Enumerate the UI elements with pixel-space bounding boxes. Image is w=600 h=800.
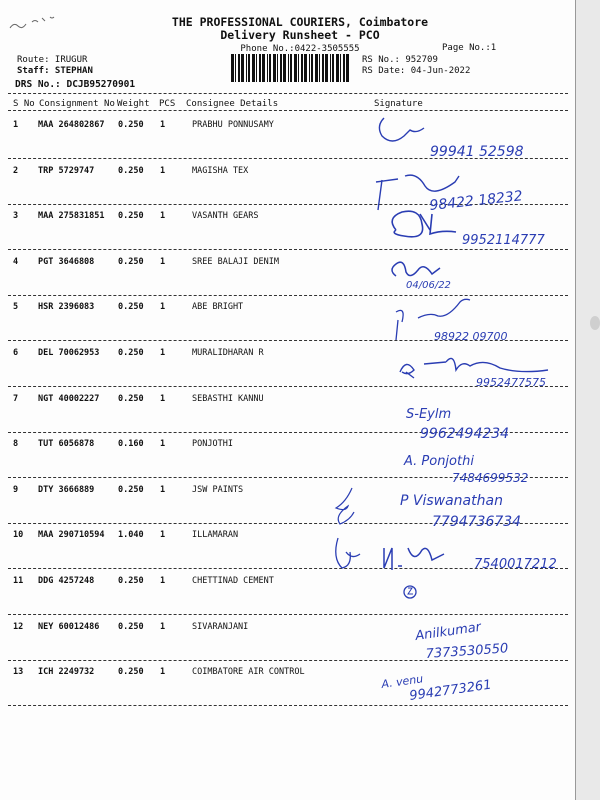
signature-row-8 — [403, 454, 528, 485]
row-weight: 0.160 — [118, 439, 144, 449]
col-pcs: PCS — [159, 99, 176, 109]
row-sno: 1 — [13, 120, 19, 130]
drs-number: DRS No.: DCJB95270901 — [15, 79, 136, 90]
row-consignment: PGT 3646808 — [38, 257, 95, 267]
row-weight: 0.250 — [118, 257, 144, 267]
row-consignee: JSW PAINTS — [192, 485, 244, 495]
row-weight: 0.250 — [118, 120, 144, 130]
row-weight: 0.250 — [118, 166, 144, 176]
row-sno: 5 — [13, 302, 19, 312]
rs-date: RS Date: 04-Jun-2022 — [362, 66, 471, 76]
row-pcs: 1 — [160, 302, 166, 312]
row-consignment: MAA 290710594 — [38, 530, 105, 540]
row-consignee: MAGISHA TEX — [192, 166, 249, 176]
phone-number: Phone No.:0422-3505555 — [240, 44, 360, 54]
signature-row-12 — [413, 620, 508, 662]
sig-phone-7: 9962494234 — [420, 426, 510, 442]
sig-phone-6: 9952477575 — [476, 376, 546, 389]
row-sno: 7 — [13, 394, 19, 404]
row-pcs: 1 — [160, 576, 166, 586]
row-consignee: VASANTH GEARS — [192, 211, 259, 221]
sig-phone-12: 7373530550 — [425, 641, 509, 662]
row-consignment: MAA 264802867 — [38, 120, 105, 130]
page-number: Page No.:1 — [442, 43, 497, 53]
row-pcs: 1 — [160, 394, 166, 404]
sig-name-8: A. Ponjothi — [404, 454, 474, 469]
signature-row-9 — [336, 488, 521, 530]
row-sno: 4 — [13, 257, 19, 267]
row-consignment: NEY 60012486 — [38, 622, 100, 632]
row-weight: 0.250 — [118, 348, 144, 358]
row-sno: 3 — [13, 211, 19, 221]
signature-row-2 — [376, 175, 524, 214]
sig-name-12: Anilkumar — [414, 619, 483, 644]
row-pcs: 1 — [160, 211, 166, 221]
row-consignment: DDG 4257248 — [38, 576, 95, 586]
sig-phone-10: 7540017212 — [474, 557, 557, 572]
row-sno: 9 — [13, 485, 19, 495]
sig-phone-1: 99941 52598 — [430, 144, 524, 160]
signature-row-10 — [336, 538, 557, 572]
col-consignee: Consignee Details — [186, 99, 279, 109]
row-consignment: NGT 40002227 — [38, 394, 100, 404]
sig-phone-8: 7484699532 — [452, 471, 529, 485]
signature-row-1 — [379, 118, 523, 160]
row-weight: 0.250 — [118, 485, 144, 495]
row-consignment: DEL 70062953 — [38, 348, 100, 358]
row-consignment: ICH 2249732 — [38, 667, 95, 677]
staff-label: Staff: STEPHAN — [17, 66, 93, 76]
row-consignee: PRABHU PONNUSAMY — [192, 120, 274, 130]
row-weight: 0.250 — [118, 394, 144, 404]
col-sno: S No — [13, 99, 35, 109]
row-weight: 0.250 — [118, 622, 144, 632]
row-sno: 13 — [13, 667, 24, 677]
row-consignee: ILLAMARAN — [192, 530, 239, 540]
row-consignment: MAA 275831851 — [38, 211, 105, 221]
sig-date-4: 04/06/22 — [406, 280, 451, 291]
signature-row-13 — [380, 672, 493, 704]
row-pcs: 1 — [160, 166, 166, 176]
row-weight: 0.250 — [118, 667, 144, 677]
row-sno: 10 — [13, 530, 24, 540]
row-weight: 0.250 — [118, 211, 144, 221]
route-label: Route: IRUGUR — [17, 55, 88, 65]
row-sno: 8 — [13, 439, 19, 449]
row-consignment: TRP 5729747 — [38, 166, 95, 176]
row-sno: 6 — [13, 348, 19, 358]
col-weight: Weight — [117, 99, 150, 109]
signature-row-4 — [392, 262, 451, 291]
sig-phone-5: 98922 09700 — [434, 330, 508, 343]
col-consignment: Consignment No — [39, 99, 115, 109]
sig-phone-13: 9942773261 — [408, 677, 493, 704]
row-sno: 12 — [13, 622, 24, 632]
row-pcs: 1 — [160, 439, 166, 449]
runsheet-title: Delivery Runsheet - PCO — [220, 28, 380, 42]
row-consignee: ABE BRIGHT — [192, 302, 244, 312]
row-consignment: HSR 2396083 — [38, 302, 95, 312]
row-pcs: 1 — [160, 530, 166, 540]
row-pcs: 1 — [160, 485, 166, 495]
row-consignee: SREE BALAJI DENIM — [192, 257, 279, 267]
row-consignee: MURALIDHARAN R — [192, 348, 264, 358]
row-consignment: TUT 6056878 — [38, 439, 95, 449]
col-signature: Signature — [374, 99, 423, 109]
row-consignee: CHETTINAD CEMENT — [192, 576, 274, 586]
row-pcs: 1 — [160, 667, 166, 677]
sig-name-13: A. venu — [380, 672, 424, 691]
row-weight: 1.040 — [118, 530, 144, 540]
row-consignee: SEBASTHI KANNU — [192, 394, 264, 404]
row-sno: 2 — [13, 166, 19, 176]
row-pcs: 1 — [160, 622, 166, 632]
signature-row-11 — [404, 586, 416, 598]
row-consignee: COIMBATORE AIR CONTROL — [192, 667, 305, 677]
rs-number: RS No.: 952709 — [362, 55, 438, 65]
signature-row-7 — [406, 407, 509, 442]
sig-phone-9: 7794736734 — [432, 514, 522, 530]
row-sno: 11 — [13, 576, 24, 586]
sig-phone-2: 98422 18232 — [428, 188, 524, 214]
row-weight: 0.250 — [118, 302, 144, 312]
sig-name-9: P Viswanathan — [400, 493, 503, 509]
row-consignee: SIVARANJANI — [192, 622, 249, 632]
scan-mark — [590, 316, 600, 330]
row-pcs: 1 — [160, 257, 166, 267]
signature-row-5 — [396, 299, 507, 343]
row-consignment: DTY 3666889 — [38, 485, 95, 495]
row-consignee: PONJOTHI — [192, 439, 233, 449]
company-name: THE PROFESSIONAL COURIERS, Coimbatore — [171, 15, 429, 29]
sig-phone-3: 9952114777 — [462, 233, 545, 248]
row-pcs: 1 — [160, 120, 166, 130]
row-pcs: 1 — [160, 348, 166, 358]
row-weight: 0.250 — [118, 576, 144, 586]
signature-row-6 — [400, 358, 548, 389]
sig-name-7: S-Eylm — [406, 407, 452, 422]
signature-row-3 — [392, 211, 545, 248]
